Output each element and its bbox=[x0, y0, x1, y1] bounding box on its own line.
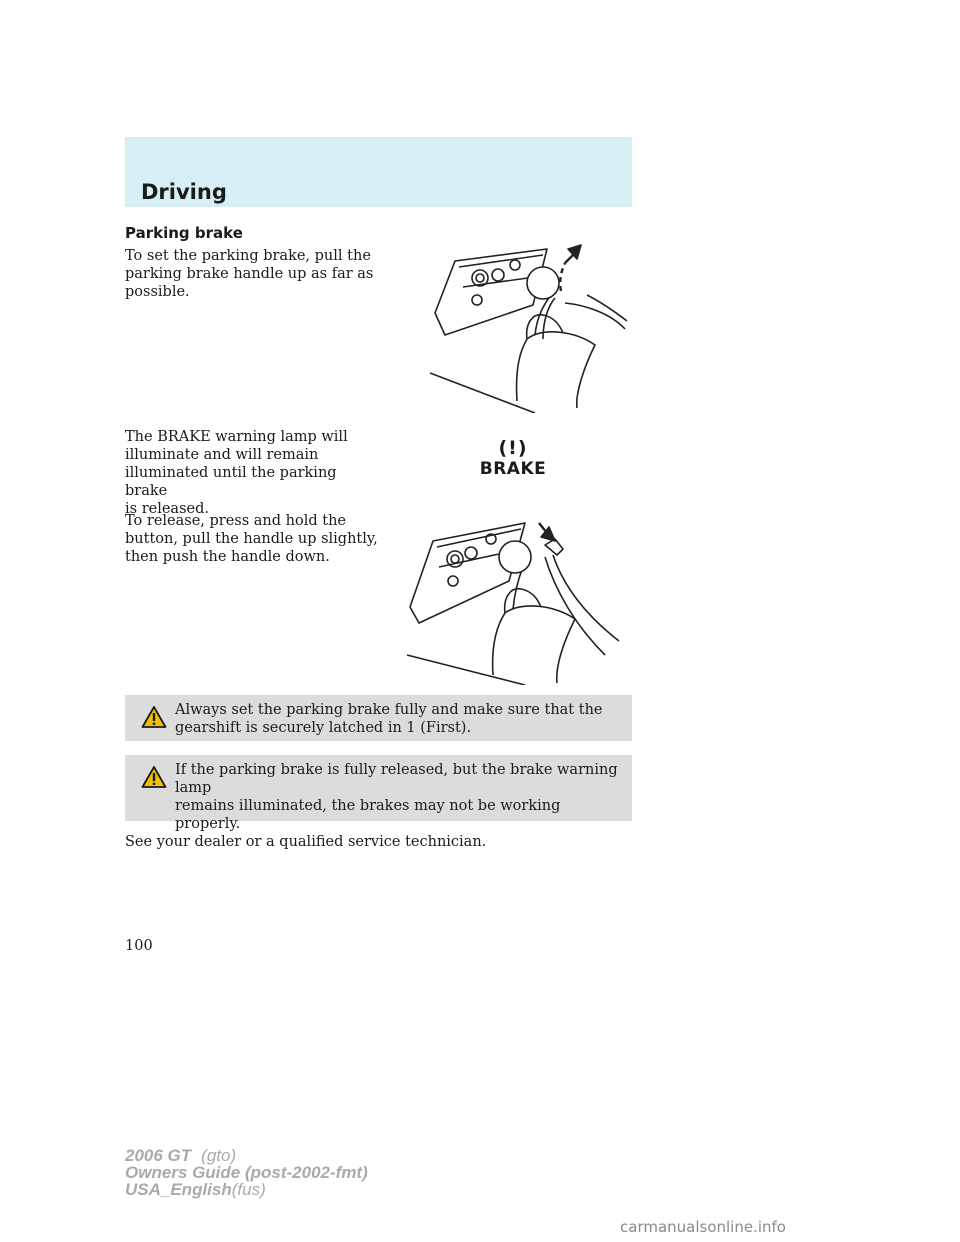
document-footer: 2006 GT (gto) Owners Guide (post-2002-fmt) USA_English(fus) bbox=[125, 1146, 368, 1199]
brake-warning-lamp-symbol bbox=[478, 437, 548, 479]
warning-box-brake-lamp: If the parking brake is fully released, but the brake warning lamp remains illuminated, the brakes may not be working properly. See your dealer or a qualified service technician. bbox=[125, 755, 632, 821]
brake-exclamation-icon: (!) bbox=[498, 437, 528, 459]
para-release-brake: To release, press and hold the button, pull the handle up slightly, then push the handle down. bbox=[125, 513, 378, 565]
subhead-parking-brake: Parking brake bbox=[125, 224, 243, 242]
section-title: Driving bbox=[141, 180, 227, 204]
para-set-brake: To set the parking brake, pull the parking brake handle up as far as possible. bbox=[125, 248, 374, 300]
warning-triangle-icon bbox=[141, 705, 167, 729]
para-brake-lamp: The BRAKE warning lamp will illuminate and will remain illuminated until the parking brake is released. bbox=[125, 429, 348, 517]
page-number: 100 bbox=[125, 938, 153, 954]
figure-pull-handle-up bbox=[425, 243, 635, 413]
brake-label: BRAKE bbox=[479, 459, 547, 479]
figure-release-handle bbox=[405, 515, 625, 685]
watermark: carmanualsonline.info bbox=[620, 1218, 786, 1236]
warning-box-set-brake: Always set the parking brake fully and make sure that the gearshift is securely latched in 1 (First). bbox=[125, 695, 632, 741]
warning-triangle-icon bbox=[141, 765, 167, 789]
